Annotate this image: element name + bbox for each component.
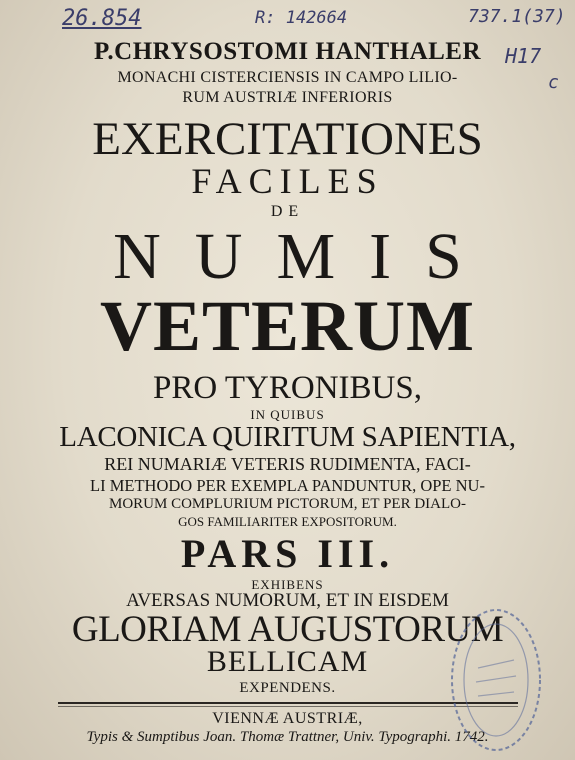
part-exhibens: EXHIBENS xyxy=(251,577,324,592)
order-line-1: MONACHI CISTERCIENSIS IN CAMPO LILIO- xyxy=(117,69,458,86)
part-line-1: AVERSAS NUMORUM, ET IN EISDEM xyxy=(126,590,449,611)
title-pro-tyronibus: PRO TYRONIBUS, xyxy=(153,370,422,406)
imprint-printer: Typis & Sumptibus Joan. Thomæ Trattner, Univ. Typographi. 1742. xyxy=(86,729,489,745)
title-de: DE xyxy=(270,203,305,220)
margin-mark: H17 xyxy=(505,44,542,68)
subtitle-line-4: MORUM COMPLURIUM PICTORUM, ET PER DIALO- xyxy=(109,496,466,512)
subtitle-line-1: LACONICA QUIRITUM SAPIENTIA, xyxy=(59,421,516,453)
title-faciles: FACILES xyxy=(191,161,384,201)
margin-letter: c xyxy=(548,72,559,93)
subtitle-line-3: LI METHODO PER EXEMPLA PANDUNTUR, OPE NU- xyxy=(90,476,485,495)
title-in-quibus: IN QUIBUS xyxy=(250,407,325,422)
shelfmark-left: 26.854 xyxy=(62,6,142,31)
title-veterum: VETERUM xyxy=(99,286,475,366)
subtitle-line-2: REI NUMARIÆ VETERIS RUDIMENTA, FACI- xyxy=(104,454,471,474)
part-label: PARS III. xyxy=(180,531,395,576)
order-line-2: RUM AUSTRIÆ INFERIORIS xyxy=(182,89,393,106)
shelfmark-right: 737.1(37) xyxy=(468,6,566,27)
subtitle-line-5: GOS FAMILIARITER EXPOSITORUM. xyxy=(178,514,397,529)
part-line-3: BELLICAM xyxy=(206,645,369,678)
library-stamp-icon xyxy=(438,598,548,758)
part-line-2: GLORIAM AUGUSTORUM xyxy=(71,609,504,650)
author-line: P.CHRYSOSTOMI HANTHALER xyxy=(93,38,482,65)
imprint-city: VIENNÆ AUSTRIÆ, xyxy=(212,710,363,727)
part-line-4: EXPENDENS. xyxy=(239,680,336,696)
title-numis: NUMIS xyxy=(113,220,496,293)
shelfmark-mid: R: 142664 xyxy=(255,8,348,28)
title-exercitationes: EXERCITATIONES xyxy=(92,113,483,165)
